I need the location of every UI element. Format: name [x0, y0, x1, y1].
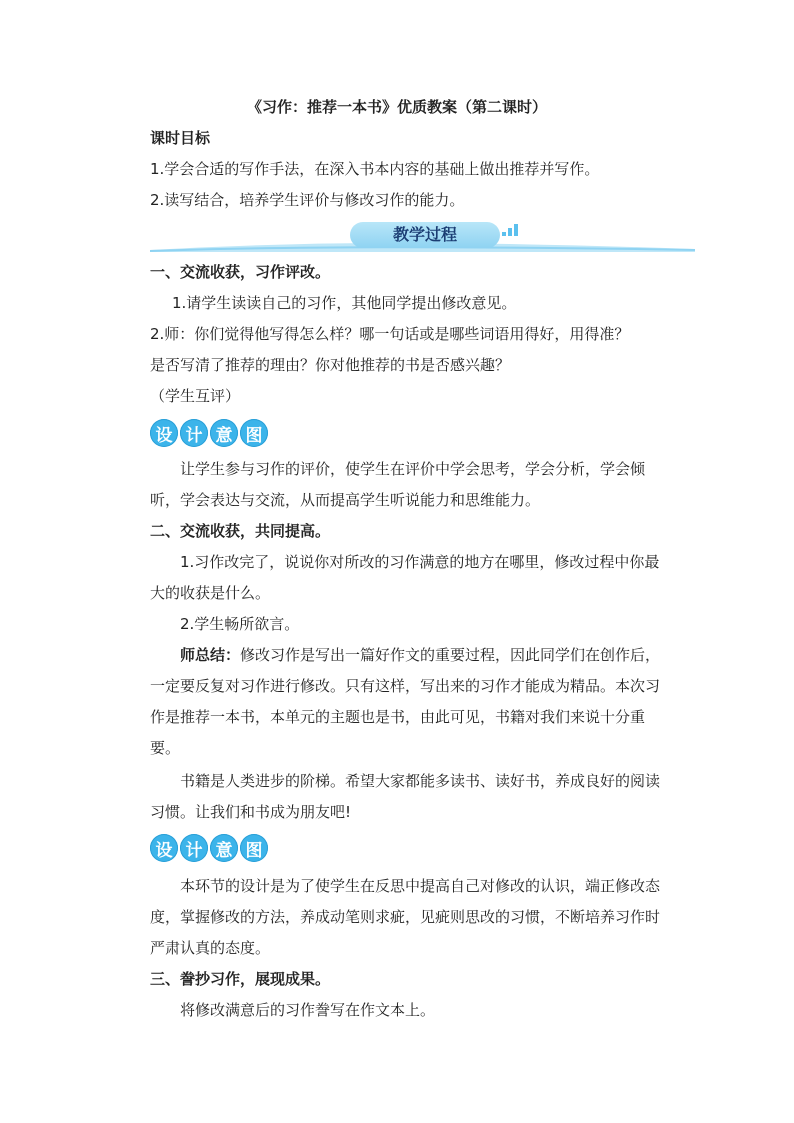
paragraph: 2.师：你们觉得他写得怎么样？哪一句话或是哪些词语用得好，用得准？	[150, 325, 630, 343]
goal-item: 2.读写结合，培养学生评价与修改习作的能力。	[150, 191, 465, 209]
paragraph: 大的收获是什么。	[150, 584, 271, 602]
summary-label: 师总结：	[180, 646, 241, 664]
paragraph: 本环节的设计是为了使学生在反思中提高自己对修改的认识，端正修改态	[180, 877, 661, 895]
document-title: 《习作：推荐一本书》优质教案（第二课时）	[246, 98, 547, 116]
paragraph: 严肃认真的态度。	[150, 939, 271, 957]
paragraph: 习惯。让我们和书成为朋友吧!	[150, 803, 352, 821]
badge-char: 设	[150, 834, 178, 862]
part1-heading: 一、交流收获，习作评改。	[150, 263, 331, 281]
part3-heading: 三、誊抄习作，展现成果。	[150, 970, 331, 988]
goal-item: 1.学会合适的写作手法，在深入书本内容的基础上做出推荐并写作。	[150, 160, 600, 178]
paragraph: 要。	[150, 739, 181, 757]
badge-char: 意	[210, 419, 238, 447]
badge-char: 设	[150, 419, 178, 447]
paragraph: 2.学生畅所欲言。	[180, 615, 300, 633]
badge-char: 图	[240, 834, 268, 862]
badge-char: 计	[180, 834, 208, 862]
design-intent-badge	[150, 419, 268, 449]
summary-text: 修改习作是写出一篇好作文的重要过程，因此同学们在创作后，	[240, 646, 661, 664]
paragraph: 度，掌握修改的方法，养成动笔则求疵，见疵则思改的习惯，不断培养习作时	[150, 908, 661, 926]
paragraph: 是否写清了推荐的理由？你对他推荐的书是否感兴趣？	[150, 356, 511, 374]
badge-char: 计	[180, 419, 208, 447]
paragraph: 听，学会表达与交流，从而提高学生听说能力和思维能力。	[150, 491, 541, 509]
paragraph: 将修改满意后的习作誊写在作文本上。	[180, 1001, 436, 1019]
goal-heading: 课时目标	[150, 129, 211, 147]
paragraph: 让学生参与习作的评价，使学生在评价中学会思考，学会分析，学会倾	[180, 460, 646, 478]
paragraph: 一定要反复对习作进行修改。只有这样，写出来的习作才能成为精品。本次习	[150, 677, 661, 695]
paragraph: （学生互评）	[150, 387, 241, 405]
badge-char: 图	[240, 419, 268, 447]
section-title: 教学过程	[392, 225, 457, 244]
paragraph: 1.习作改完了，说说你对所改的习作满意的地方在哪里，修改过程中你最	[180, 553, 660, 571]
paragraph: 书籍是人类进步的阶梯。希望大家都能多读书、读好书，养成良好的阅读	[180, 772, 661, 790]
paragraph: 1.请学生读读自己的习作，其他同学提出修改意见。	[172, 294, 517, 312]
section-banner	[150, 222, 695, 252]
paragraph: 作是推荐一本书，本单元的主题也是书，由此可见，书籍对我们来说十分重	[150, 708, 646, 726]
part2-heading: 二、交流收获，共同提高。	[150, 522, 331, 540]
design-intent-badge	[150, 834, 268, 864]
badge-char: 意	[210, 834, 238, 862]
summary-paragraph	[180, 645, 700, 665]
